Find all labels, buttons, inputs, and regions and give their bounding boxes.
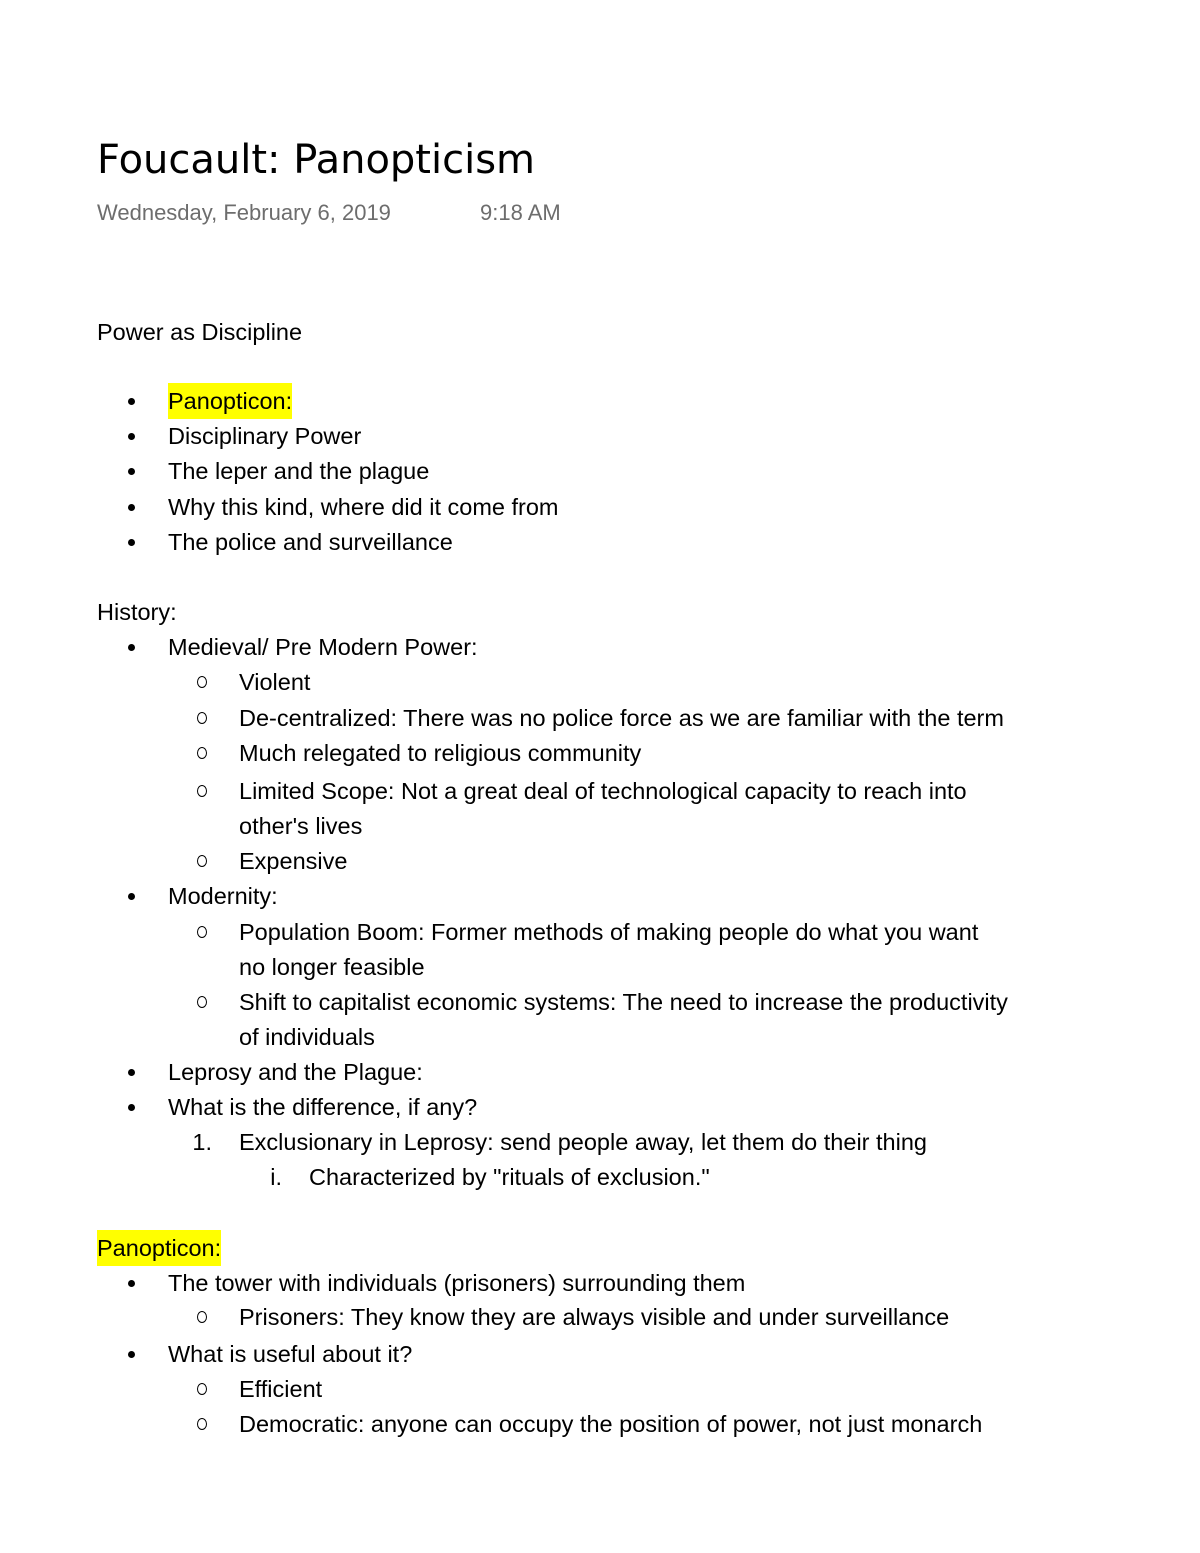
bullet-icon: [128, 468, 135, 475]
numbered-list-item: [0, 1124, 1140, 1160]
list-item-text: Much relegated to religious community: [239, 740, 642, 766]
list-item: [0, 878, 1140, 914]
bullet-icon: [128, 1104, 135, 1111]
list-item-text: Modernity:: [168, 883, 278, 909]
list-item: [0, 383, 1140, 419]
list-item-text: Population Boom: Former methods of making people do what you want: [239, 919, 979, 945]
list-item-text: of individuals: [239, 1024, 375, 1050]
sub-list-item: [0, 1371, 1140, 1407]
list-item: [0, 489, 1140, 525]
list-item: [0, 418, 1140, 454]
list-item-text: The tower with individuals (prisoners) surrounding them: [168, 1270, 746, 1296]
bullet-icon: [128, 504, 135, 511]
list-item: [0, 1336, 1140, 1372]
list-item-text: no longer feasible: [239, 954, 425, 980]
list-item-text: Why this kind, where did it come from: [168, 494, 559, 520]
sub-list-item: [0, 1406, 1140, 1442]
bullet-icon: [128, 1069, 135, 1076]
sub-list-item: [0, 914, 1140, 950]
sub-list-item-continuation: [0, 1019, 1140, 1055]
list-item: [0, 1265, 1140, 1301]
list-item-text: What is the difference, if any?: [168, 1094, 478, 1120]
sub-list-item: [0, 664, 1140, 700]
list-item-text: Prisoners: They know they are always visible and under surveillance: [239, 1304, 950, 1330]
roman-list-item: [0, 1159, 1140, 1195]
list-item: [0, 1054, 1140, 1090]
bullet-icon: [128, 893, 135, 900]
list-item-text: The leper and the plague: [168, 458, 430, 484]
sub-list-item: [0, 1299, 1140, 1335]
bullet-icon: [128, 433, 135, 440]
list-item-text: Shift to capitalist economic systems: The need to increase the productivity: [239, 989, 1008, 1015]
sub-list-item: [0, 843, 1140, 879]
bullet-icon: [128, 1280, 135, 1287]
list-item: [0, 1089, 1140, 1125]
circle-bullet-icon: [197, 1418, 207, 1430]
circle-bullet-icon: [197, 1383, 207, 1395]
list-item-text: Power as Discipline: [97, 319, 303, 345]
bullet-icon: [128, 1351, 135, 1358]
list-item-text: Disciplinary Power: [168, 423, 362, 449]
section-heading: [0, 1230, 1140, 1266]
sub-list-item: [0, 984, 1140, 1020]
bullet-icon: [128, 644, 135, 651]
list-item-text: The police and surveillance: [168, 529, 453, 555]
circle-bullet-icon: [197, 855, 207, 867]
bullet-icon: [128, 398, 135, 405]
list-number: 1.: [192, 1129, 212, 1155]
list-item: [0, 524, 1140, 560]
page-title: Foucault: Panopticism: [97, 137, 536, 183]
list-item-text: Efficient: [239, 1376, 323, 1402]
section-heading: [0, 594, 1140, 630]
note-date: Wednesday, February 6, 2019: [97, 200, 391, 225]
sub-list-item: [0, 773, 1140, 809]
list-item-text: History:: [97, 599, 177, 625]
circle-bullet-icon: [197, 676, 207, 688]
note-timestamp: [97, 198, 561, 228]
list-item-text: Medieval/ Pre Modern Power:: [168, 634, 478, 660]
list-item-text: Expensive: [239, 848, 348, 874]
circle-bullet-icon: [197, 996, 207, 1008]
list-numeral: i.: [270, 1164, 282, 1190]
list-item-text: other's lives: [239, 813, 363, 839]
circle-bullet-icon: [197, 747, 207, 759]
sub-list-item-continuation: [0, 949, 1140, 985]
list-item: [0, 453, 1140, 489]
circle-bullet-icon: [197, 1311, 207, 1323]
list-item: [0, 629, 1140, 665]
list-item-text: Democratic: anyone can occupy the position of power, not just monarch: [239, 1411, 983, 1437]
bullet-icon: [128, 539, 135, 546]
sub-list-item-continuation: [0, 808, 1140, 844]
sub-list-item: [0, 735, 1140, 771]
section-heading: [0, 314, 1140, 350]
list-item-text: Leprosy and the Plague:: [168, 1059, 423, 1085]
note-time: 9:18 AM: [480, 200, 561, 225]
circle-bullet-icon: [197, 785, 207, 797]
sub-list-item: [0, 700, 1140, 736]
list-item-text: What is useful about it?: [168, 1341, 413, 1367]
list-item-text: Limited Scope: Not a great deal of technological capacity to reach into: [239, 778, 967, 804]
list-item-text: De-centralized: There was no police force as we are familiar with the term: [239, 705, 1004, 731]
list-item-text: Violent: [239, 669, 311, 695]
circle-bullet-icon: [197, 712, 207, 724]
list-item-text: Panopticon:: [97, 1230, 221, 1266]
list-item-text: Characterized by "rituals of exclusion.": [309, 1164, 710, 1190]
list-item-text: Exclusionary in Leprosy: send people away, let them do their thing: [239, 1129, 927, 1155]
list-item-text: Panopticon:: [168, 383, 292, 419]
circle-bullet-icon: [197, 926, 207, 938]
